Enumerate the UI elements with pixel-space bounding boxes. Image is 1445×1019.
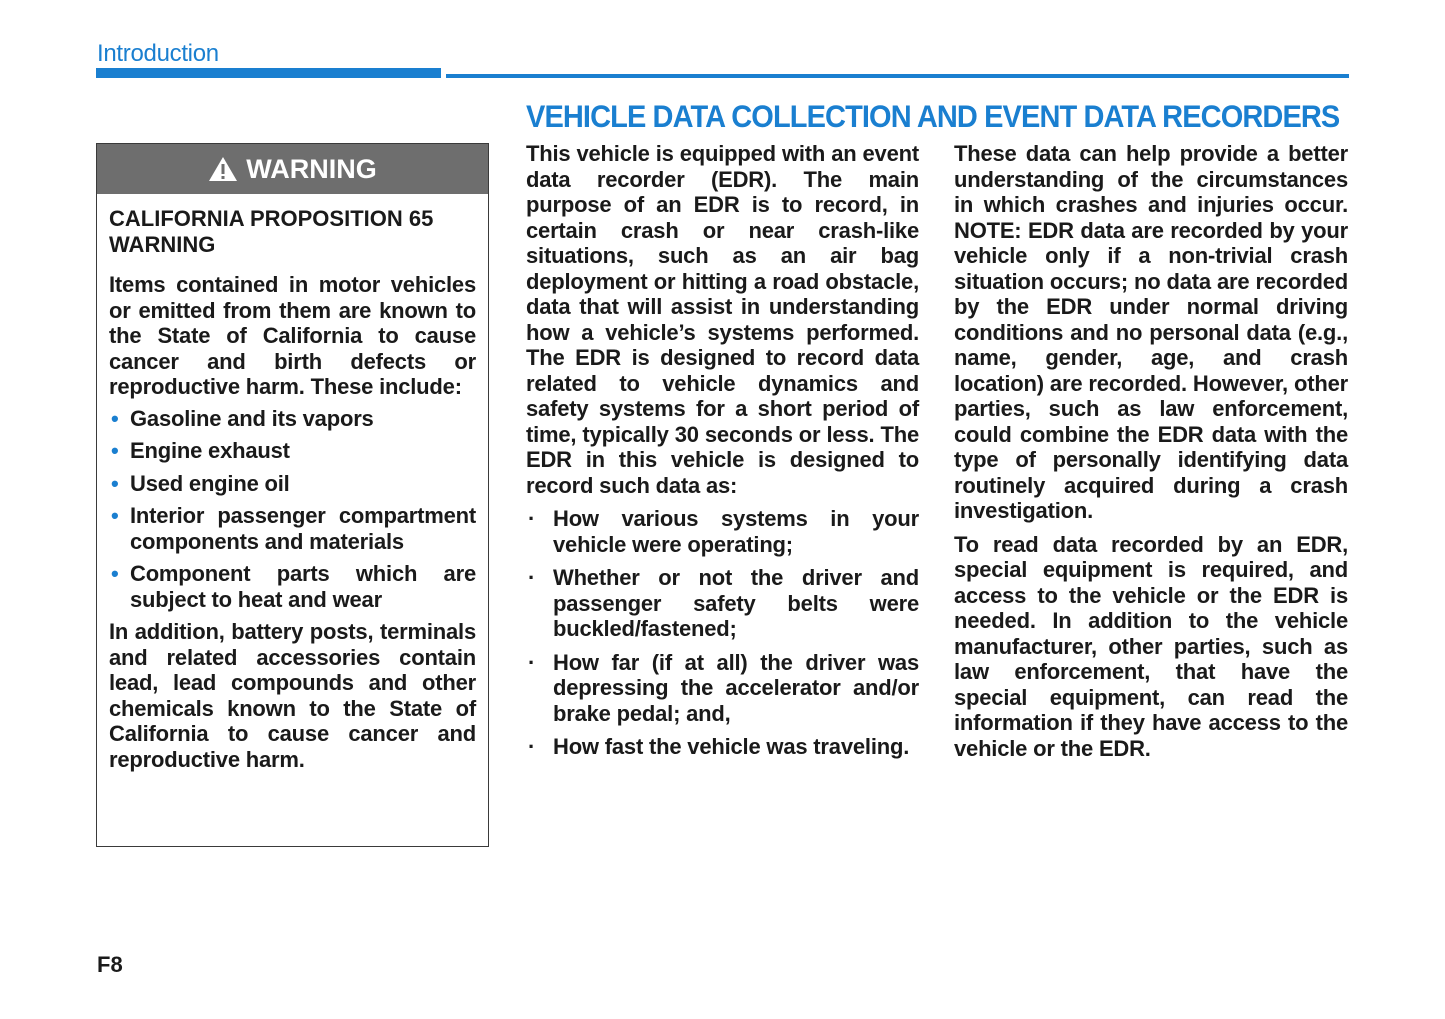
warning-body xyxy=(97,194,488,772)
list-item: · How various systems in your vehicle were operating; xyxy=(528,506,919,557)
page-heading: VEHICLE DATA COLLECTION AND EVENT DATA RECORDERS xyxy=(526,100,1340,135)
bullet-icon: • xyxy=(111,561,119,586)
warning-list xyxy=(109,406,476,613)
list-item: · How far (if at all) the driver was depressing the accelerator and/or brake pedal; and, xyxy=(528,649,919,726)
list-item: • Interior passenger compartment components and materials xyxy=(111,503,476,554)
bullet-icon: · xyxy=(528,506,536,531)
list-item: • Engine exhaust xyxy=(111,438,290,463)
warning-triangle-icon xyxy=(208,156,238,182)
warning-outro: In addition, battery posts, terminals and related accessories contain lead, lead compounds and other chemicals known to the State of California to cause cancer and reproductive harm. xyxy=(109,619,476,772)
bullet-icon: • xyxy=(111,405,119,431)
list-item: • Used engine oil xyxy=(111,470,290,496)
edr-data-list xyxy=(526,506,919,760)
list-item: • Component parts which are subject to heat and wear xyxy=(111,561,476,612)
edr-access-paragraph: To read data recorded by an EDR, special equipment is required, and access to the vehicle or the EDR is needed. In addition to the vehicle manufacturer, other parties, such as law enforcement, that have the special equipment, can read the information if they have access to the vehicle or the EDR. xyxy=(954,531,1348,761)
page-number: F8 xyxy=(97,952,123,977)
warning-label: WARNING xyxy=(246,153,377,184)
list-item: · How fast the vehicle was traveling. xyxy=(528,734,910,759)
warning-title: CALIFORNIA PROPOSITION 65 WARNING xyxy=(109,206,434,257)
column-edr-details xyxy=(954,141,1348,761)
bullet-icon: · xyxy=(528,649,536,675)
header-rule-thin xyxy=(446,74,1349,78)
bullet-icon: · xyxy=(528,565,536,590)
bullet-icon: • xyxy=(111,470,119,496)
bullet-icon: · xyxy=(528,734,536,759)
list-item: · Whether or not the driver and passenger safety belts were buckled/fastened; xyxy=(528,565,919,641)
header-rule-thick xyxy=(96,68,441,78)
column-edr-intro xyxy=(526,141,919,768)
edr-data-paragraph: These data can help provide a better understanding of the circumstances in which crashes and injuries occur. NOTE: EDR data are recorded by your vehicle only if a non-trivial crash situation occurs; no data are recorded by the EDR under normal driving conditions and no personal data (e.g., name, gender, age, and crash location) are recorded. However, other parties, such as law enforcement, could combine the EDR data with the type of personally identifying data routinely acquired during a crash investigation. xyxy=(954,141,1348,523)
section-title: Introduction xyxy=(97,40,219,67)
bullet-icon: • xyxy=(111,438,119,463)
list-item: • Gasoline and its vapors xyxy=(111,405,374,431)
warning-header xyxy=(97,144,488,194)
edr-intro-paragraph: This vehicle is equipped with an event data recorder (EDR). The main purpose of an EDR is to record, in certain crash or near crash-like situations, such as an air bag deployment or hitting a road obstacle, data that will assist in understanding how a vehicle’s systems performed. The EDR is designed to record data related to vehicle dynamics and safety systems for a short period of time, typically 30 seconds or less. The EDR in this vehicle is designed to record such data as: xyxy=(526,141,919,498)
bullet-icon: • xyxy=(111,503,119,528)
warning-intro: Items contained in motor vehicles or emitted from them are known to the State of California to cause cancer and birth defects or reproductive harm. These include: xyxy=(109,272,476,399)
warning-box xyxy=(96,143,489,847)
